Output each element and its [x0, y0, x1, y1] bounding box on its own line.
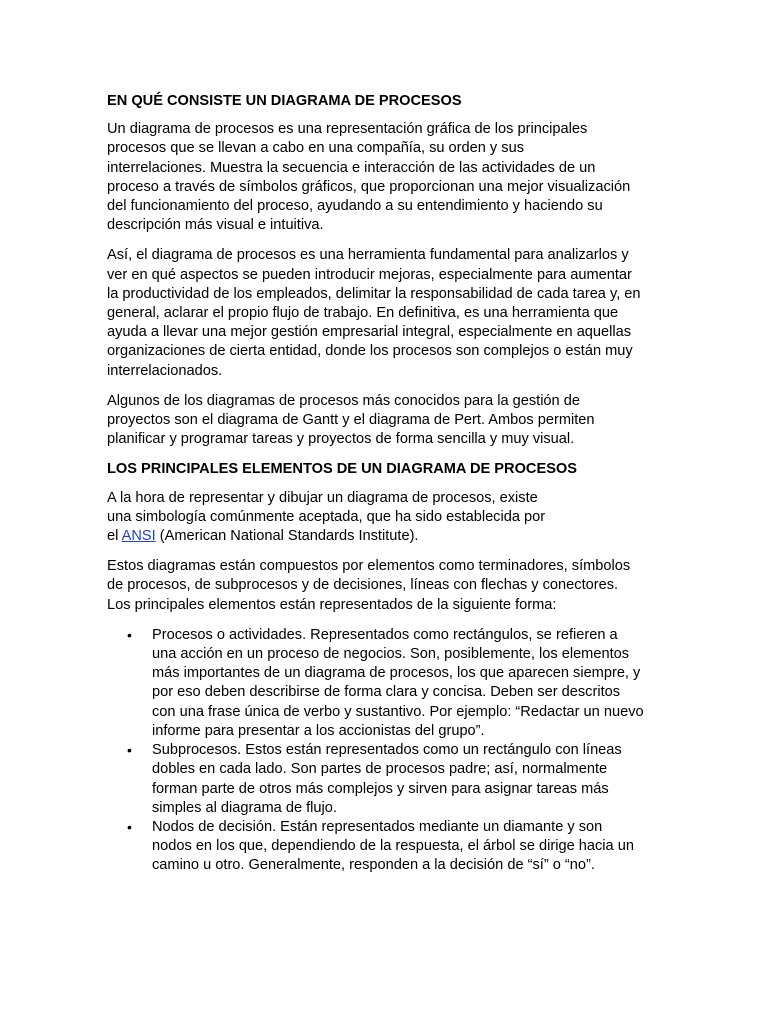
paragraph-line: Estos diagramas están compuestos por elementos como terminadores, símbolos: [107, 558, 631, 575]
bullet-line: Nodos de decisión. Están representados mediante un diamante y son: [152, 818, 603, 835]
bullet-line: camino u otro. Generalmente, responden a la decisión de “sí” o “no”.: [152, 857, 595, 874]
paragraph-4: [107, 489, 667, 547]
paragraph-line: descripción más visual e intuitiva.: [107, 217, 324, 234]
paragraph-line: Los principales elementos están representados de la siguiente forma:: [107, 596, 557, 613]
paragraph-line: Así, el diagrama de procesos es una herramienta fundamental para analizarlos y: [107, 247, 629, 264]
paragraph-5: [107, 557, 667, 615]
bullet-item-subprocesos: [107, 741, 667, 818]
bullet-line: con una frase única de verbo y sustantivo. Por ejemplo: “Redactar un nuevo: [152, 703, 644, 720]
document-page: [107, 92, 667, 876]
paragraph-line: ayuda a llevar una mejor gestión empresarial integral, especialmente en aquellas: [107, 324, 632, 341]
paragraph-line: del funcionamiento del proceso, ayudando a su entendimiento y haciendo su: [107, 198, 603, 215]
bullet-line: Procesos o actividades. Representados como rectángulos, se refieren a: [152, 626, 618, 643]
paragraph-line: organizaciones de cierta entidad, donde los procesos son complejos o están muy: [107, 343, 633, 360]
bullet-icon: •: [127, 742, 132, 759]
paragraph-line-with-link: [107, 527, 667, 546]
paragraph-line: Un diagrama de procesos es una representación gráfica de los principales: [107, 121, 588, 138]
bullet-line: nodos en los que, dependiendo de la respuesta, el árbol se dirige hacia un: [152, 838, 634, 855]
bullet-line: más importantes de un diagrama de procesos, los que aparecen siempre, y: [152, 665, 641, 682]
bullet-icon: •: [127, 818, 132, 835]
paragraph-line: interrelacionados.: [107, 362, 223, 379]
section-heading-1: EN QUÉ CONSISTE UN DIAGRAMA DE PROCESOS: [107, 93, 462, 109]
bullet-line: simples al diagrama de flujo.: [152, 799, 337, 816]
paragraph-line: de procesos, de subprocesos y de decisiones, líneas con flechas y conectores.: [107, 577, 619, 594]
paragraph-line: interrelaciones. Muestra la secuencia e interacción de las actividades de un: [107, 159, 596, 176]
text-after-link: (American National Standards Institute).: [155, 528, 419, 545]
bullet-line: por eso deben describirse de forma clara y concisa. Deben ser descritos: [152, 684, 621, 701]
ansi-link[interactable]: ANSI: [121, 528, 156, 545]
paragraph-line: A la hora de representar y dibujar un diagrama de procesos, existe: [107, 489, 538, 506]
paragraph-line: proyectos son el diagrama de Gantt y el diagrama de Pert. Ambos permiten: [107, 412, 595, 429]
paragraph-1: [107, 120, 667, 235]
bullet-item-procesos: [107, 626, 667, 741]
bullet-line: una acción en un proceso de negocios. Son, posiblemente, los elementos: [152, 646, 630, 663]
paragraph-line: ver en qué aspectos se pueden introducir mejoras, especialmente para aumentar: [107, 266, 632, 283]
bullet-line: forman parte de otros más complejos y sirven para asignar tareas más: [152, 780, 609, 797]
paragraph-3: [107, 392, 667, 450]
elements-bullet-list: [107, 626, 667, 876]
paragraph-line: planificar y programar tareas y proyectos de forma sencilla y muy visual.: [107, 431, 575, 448]
paragraph-line: la productividad de los empleados, delimitar la responsabilidad de cada tarea y, en: [107, 285, 641, 302]
bullet-line: dobles en cada lado. Son partes de procesos padre; así, normalmente: [152, 761, 608, 778]
text-before-link: el: [107, 528, 122, 545]
paragraph-2: [107, 246, 667, 380]
section-heading-2: LOS PRINCIPALES ELEMENTOS DE UN DIAGRAMA DE PROCESOS: [107, 461, 578, 478]
bullet-line: informe para presentar a los accionistas del grupo”.: [152, 722, 485, 739]
paragraph-line: general, aclarar el propio flujo de trabajo. En definitiva, es una herramienta que: [107, 305, 619, 322]
paragraph-line: procesos que se llevan a cabo en una compañía, su orden y sus: [107, 140, 524, 157]
bullet-item-nodos-decision: [107, 818, 667, 876]
paragraph-line: proceso a través de símbolos gráficos, que proporcionan una mejor visualización: [107, 178, 631, 195]
paragraph-line: una simbología comúnmente aceptada, que ha sido establecida por: [107, 508, 546, 525]
paragraph-line: Algunos de los diagramas de procesos más conocidos para la gestión de: [107, 392, 580, 409]
bullet-line: Subprocesos. Estos están representados como un rectángulo con líneas: [152, 742, 622, 759]
bullet-icon: •: [127, 626, 132, 643]
